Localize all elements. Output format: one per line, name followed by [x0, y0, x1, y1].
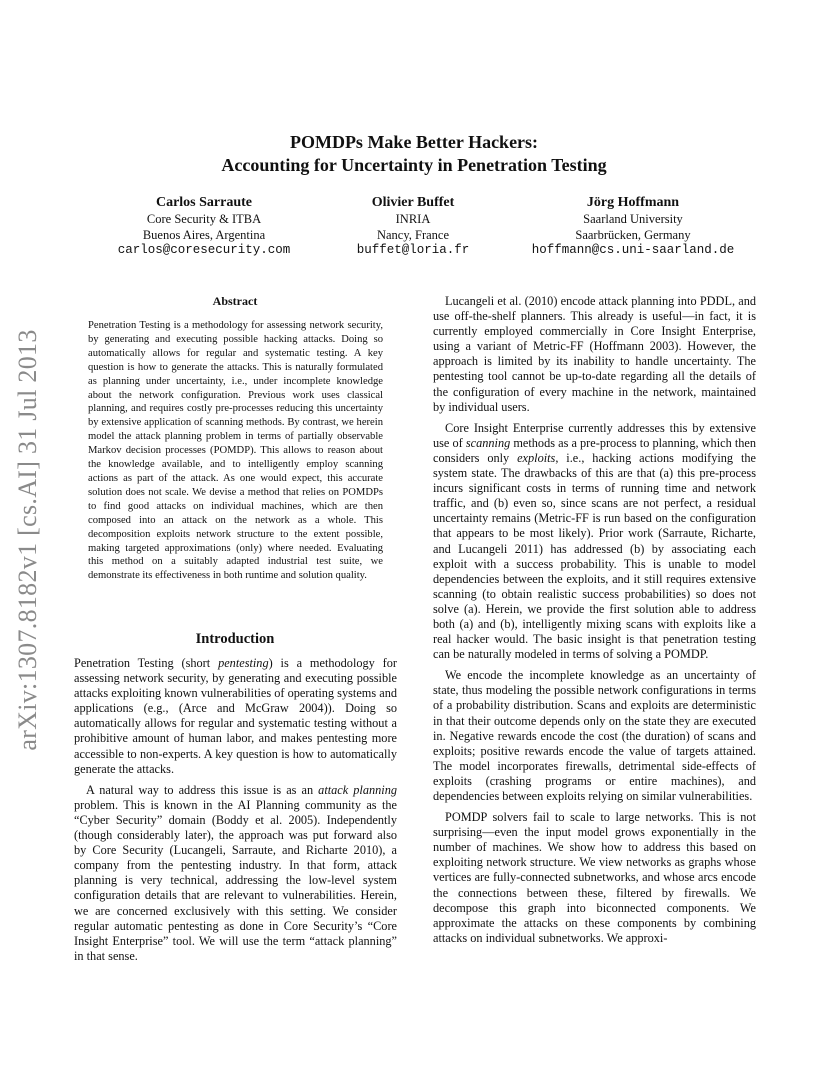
title-line-1: POMDPs Make Better Hackers: [289, 132, 539, 152]
paragraph [74, 783, 397, 964]
author-location: Saarbrücken, Germany [575, 227, 691, 242]
right-column [433, 294, 756, 952]
author-affiliation: INRIA [395, 212, 431, 226]
paragraph-text: Core Insight Enterprise currently addresses this by extensive use of [433, 420, 756, 450]
abstract-text: Penetration Testing is a methodology for assessing network security, by generating and executing possible hacking attacks. Doing so automatically allows for regular and systematic testing. A key question is how to generate the attacks. This is naturally formulated as planning under uncertainty, i.e., under incomplete knowledge about the network configuration. Previous work uses classical planning, and requires costly pre-processes reducing this uncertainty by extensive application of scanning methods. By contrast, we herein model the attack planning problem in terms of partially observable Markov decision processes (POMDP). This allows to reason about the knowledge available, and to intelligently employ scanning actions as part of the attack. As one would expect, this accurate solution does not scale. We devise a method that relies on POMDPs to find good attacks on individual machines, which are then composed into an attack on the network as a whole. This decomposition exploits network structure to the extent possible, making targeted approximations (only) where needed. Evaluating this method on a suitably adapted industrial test suite, we demonstrate its effectiveness in both runtime and solution quality. [88, 320, 383, 582]
paragraph-text: ) is a methodology for assessing network security, by generating and executing possible attacks exploiting known vulnerabilities of operating systems and applications (e.g., (Arce and McGraw 2004)). Doing so automatically allows for regular and systematic testing without a prohibitive amount of human labor, and makes pentesting more accessible to non-experts. A key question is how to automatically generate the attacks. [74, 656, 398, 776]
arxiv-stamp-text: arXiv:1307.8182v1 [cs.AI] 31 Jul 2013 [13, 329, 42, 751]
author-name: Jörg Hoffmann [586, 195, 680, 210]
abstract-heading: Abstract [212, 294, 258, 308]
paragraph-text: Penetration Testing (short [74, 656, 219, 670]
introduction-heading: Introduction [195, 631, 275, 647]
author-name: Olivier Buffet [371, 195, 455, 210]
paragraph: POMDP solvers fail to scale to large networks. This is not surprising—even the input model grows exponentially in the number of machines. We show how to address this based on exploiting network structure. We view networks as graphs whose vertices are fully-connected subnetworks, and whose arcs encode the connections between these, filtered by firewalls. We decompose this graph into biconnected components. We approximate the attacks on these components by combining attacks on individual subnetworks. We approxi- [433, 810, 756, 945]
author-affiliation: Core Security & ITBA [146, 212, 262, 226]
author-name: Carlos Sarraute [155, 195, 253, 210]
paragraph-text: problem. This is known in the AI Planning community as the “Cyber Security” domain (Boddy et al. 2005). Independently (though considerably later), the approach was put forward also by Core Security (Lucangeli, Sarraute, and Richarte 2010), a company from the pentesting industry. In that form, attack planning is very technical, addressing the low-level system configuration details that are relevant to vulnerabilities. Herein, we are concerned exclusively with this setting. We consider regular automatic pentesting as done in Core Security’s “Core Insight Enterprise” tool. We will use the term “attack planning” in that sense. [74, 797, 397, 963]
paper-title [0, 131, 828, 177]
title-line-2: Accounting for Uncertainty in Penetration Testing [221, 155, 607, 175]
author-block [518, 194, 748, 259]
author-location: Nancy, France [376, 227, 450, 242]
paragraph-text: A natural way to address this issue is as an [86, 782, 319, 797]
emphasis: exploits [517, 450, 556, 465]
paragraph: We encode the incomplete knowledge as an uncertainty of state, thus modeling the possible network configurations in terms of a probability distribution. Scans and exploits are deterministic in that their outcome depends only on the state they are executed in. Negative rewards encode the cost (the duration) of scans and exploits; positive rewards encode the value of targets attained. The model incorporates firewalls, detrimental side-effects of exploits (crashing programs or entire machines), and dependencies between exploits relying on similar vulnerabilities. [433, 668, 756, 803]
paragraph [74, 656, 397, 777]
author-affiliation: Saarland University [583, 212, 683, 226]
emphasis: pentesting [218, 656, 269, 670]
paragraph: Lucangeli et al. (2010) encode attack planning into PDDL, and use off-the-shelf planners. This already is useful—in fact, it is currently employed commercially in Core Insight Enterprise, using a variant of Metric-FF (Hoffmann 2003). However, the approach is limited by its inability to handle uncertainty. The pentesting tool cannot be up-to-date regarding all the details of the configuration of every machine in the network, maintained by individual users. [433, 294, 756, 414]
paragraph [433, 421, 756, 663]
emphasis: scanning [465, 435, 511, 450]
arxiv-stamp [8, 310, 48, 770]
author-location: Buenos Aires, Argentina [142, 227, 266, 242]
paragraph-text: , i.e., hacking actions modifying the system state. The drawbacks of this are that (a) this pre-process incurs significant costs in terms of running time and network traffic, and (b) even so, since scans are not perfect, a residual uncertainty remains (Metric-FF is run based on the configuration that appears to be most likely). Prior work (Sarraute, Richarte, and Lucangeli 2011) has addressed (b) by associating each exploit with a success probability. This is unable to model dependencies between the exploits, and it still requires extensive scanning (to obtain realistic success probabilities) so does not solve (a). Herein, we provide the first solution able to address both (a) and (b), intelligently mixing scans with exploits like a real hacker would. The basic insight is that penetration testing can be naturally modeled in terms of solving a POMDP. [433, 450, 756, 662]
author-block [89, 194, 319, 259]
author-block [298, 194, 528, 259]
author-email: buffet@loria.fr [356, 243, 470, 257]
author-email: carlos@coresecurity.com [117, 243, 291, 257]
emphasis: attack planning [318, 782, 397, 797]
author-email: hoffmann@cs.uni-saarland.de [531, 243, 735, 257]
left-column [74, 656, 397, 970]
paragraph-text: methods as a pre-process to planning, which then considers only [433, 435, 756, 465]
